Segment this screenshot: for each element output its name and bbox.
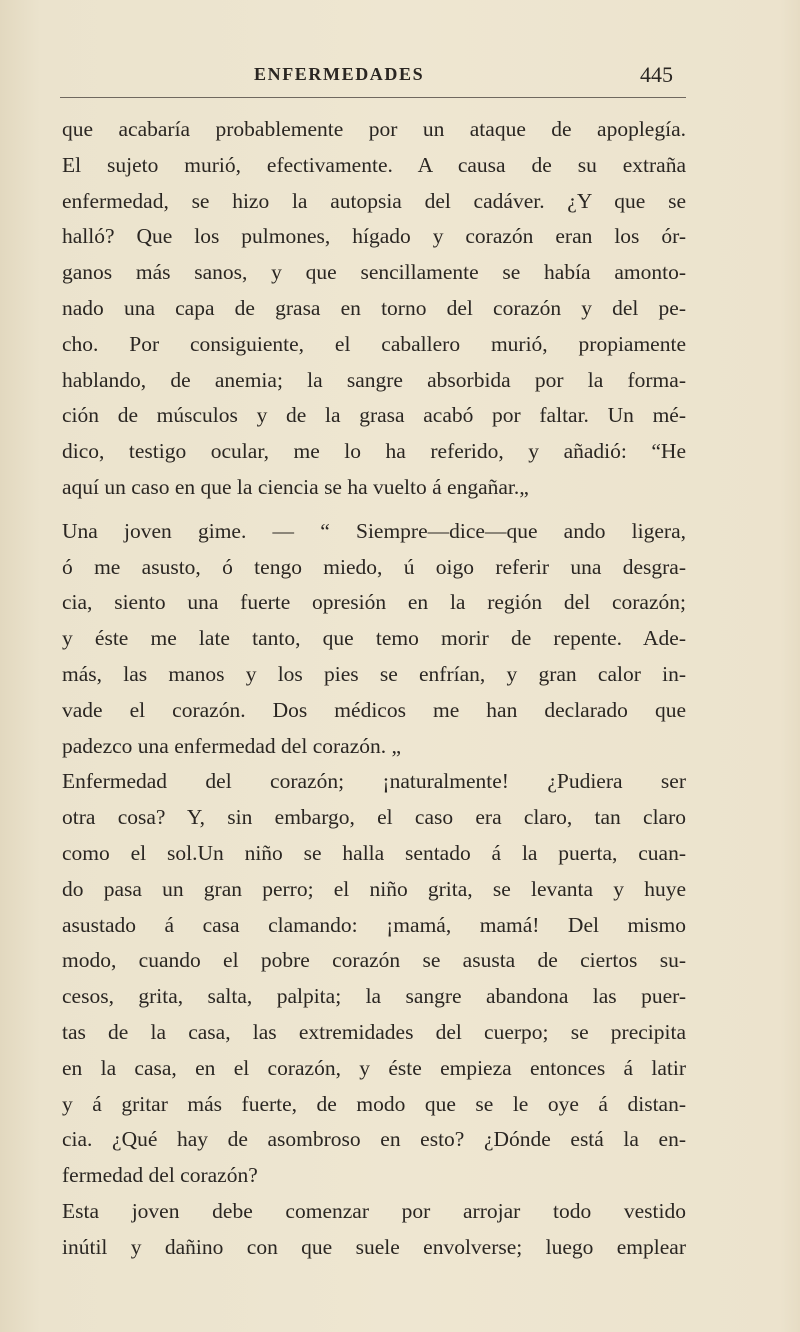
text-line: Esta joven debe comenzar por arrojar todo vestido xyxy=(62,1198,686,1223)
header-rule xyxy=(60,97,686,98)
page-number: 445 xyxy=(640,62,673,87)
text-line: vade el corazón. Dos médicos me han declarado que xyxy=(62,697,686,722)
text-line: inútil y dañino con que suele envolverse; luego emplear xyxy=(62,1234,686,1259)
text-line: ción de músculos y de la grasa acabó por faltar. Un mé- xyxy=(62,403,686,428)
text-line: y á gritar más fuerte, de modo que se le oye á distan- xyxy=(62,1091,686,1116)
text-line: y éste me late tanto, que temo morir de repente. Ade- xyxy=(62,626,686,651)
text-line: halló? Que los pulmones, hígado y corazón eran los ór- xyxy=(62,224,686,249)
page-header xyxy=(0,62,800,92)
text-line: cia, siento una fuerte opresión en la región del corazón; xyxy=(62,590,686,615)
text-line: nado una capa de grasa en torno del corazón y del pe- xyxy=(62,295,686,320)
paragraph-gap xyxy=(62,506,686,514)
text-line: hablando, de anemia; la sangre absorbida por la forma- xyxy=(62,367,686,392)
text-line: cesos, grita, salta, palpita; la sangre abandona las puer- xyxy=(62,984,686,1009)
text-line: modo, cuando el pobre corazón se asusta de ciertos su- xyxy=(62,948,686,973)
body-text xyxy=(62,112,686,1266)
text-line: Una joven gime. — “ Siempre—dice—que ando ligera, xyxy=(62,518,686,543)
text-line: aquí un caso en que la ciencia se ha vuelto á engañar.„ xyxy=(62,474,529,499)
text-line: en la casa, en el corazón, y éste empieza entonces á latir xyxy=(62,1055,686,1080)
text-line: enfermedad, se hizo la autopsia del cadáver. ¿Y que se xyxy=(62,188,686,213)
text-line: más, las manos y los pies se enfrían, y gran calor in- xyxy=(62,661,686,686)
text-line: padezco una enfermedad del corazón. „ xyxy=(62,733,402,758)
text-line: tas de la casa, las extremidades del cuerpo; se precipita xyxy=(62,1019,686,1044)
text-line: El sujeto murió, efectivamente. A causa de su extraña xyxy=(62,152,686,177)
text-line: asustado á casa clamando: ¡mamá, mamá! Del mismo xyxy=(62,912,686,937)
text-line: como el sol.Un niño se halla sentado á la puerta, cuan- xyxy=(62,840,686,865)
text-line: ganos más sanos, y que sencillamente se había amonto- xyxy=(62,260,686,285)
text-line: cia. ¿Qué hay de asombroso en esto? ¿Dónde está la en- xyxy=(62,1127,686,1152)
text-line: que acabaría probablemente por un ataque de apoplegía. xyxy=(62,117,686,141)
text-line: ó me asusto, ó tengo miedo, ú oigo referir una desgra- xyxy=(62,554,686,579)
text-line: dico, testigo ocular, me lo ha referido, y añadió: “He xyxy=(62,439,686,464)
text-line: fermedad del corazón? xyxy=(62,1163,258,1188)
text-line: otra cosa? Y, sin embargo, el caso era claro, tan claro xyxy=(62,805,686,830)
text-line: cho. Por consiguiente, el caballero murió, propiamente xyxy=(62,331,686,356)
running-head: ENFERMEDADES xyxy=(254,64,425,84)
text-line: do pasa un gran perro; el niño grita, se levanta y huye xyxy=(62,876,686,901)
text-line: Enfermedad del corazón; ¡naturalmente! ¿Pudiera ser xyxy=(62,769,686,794)
